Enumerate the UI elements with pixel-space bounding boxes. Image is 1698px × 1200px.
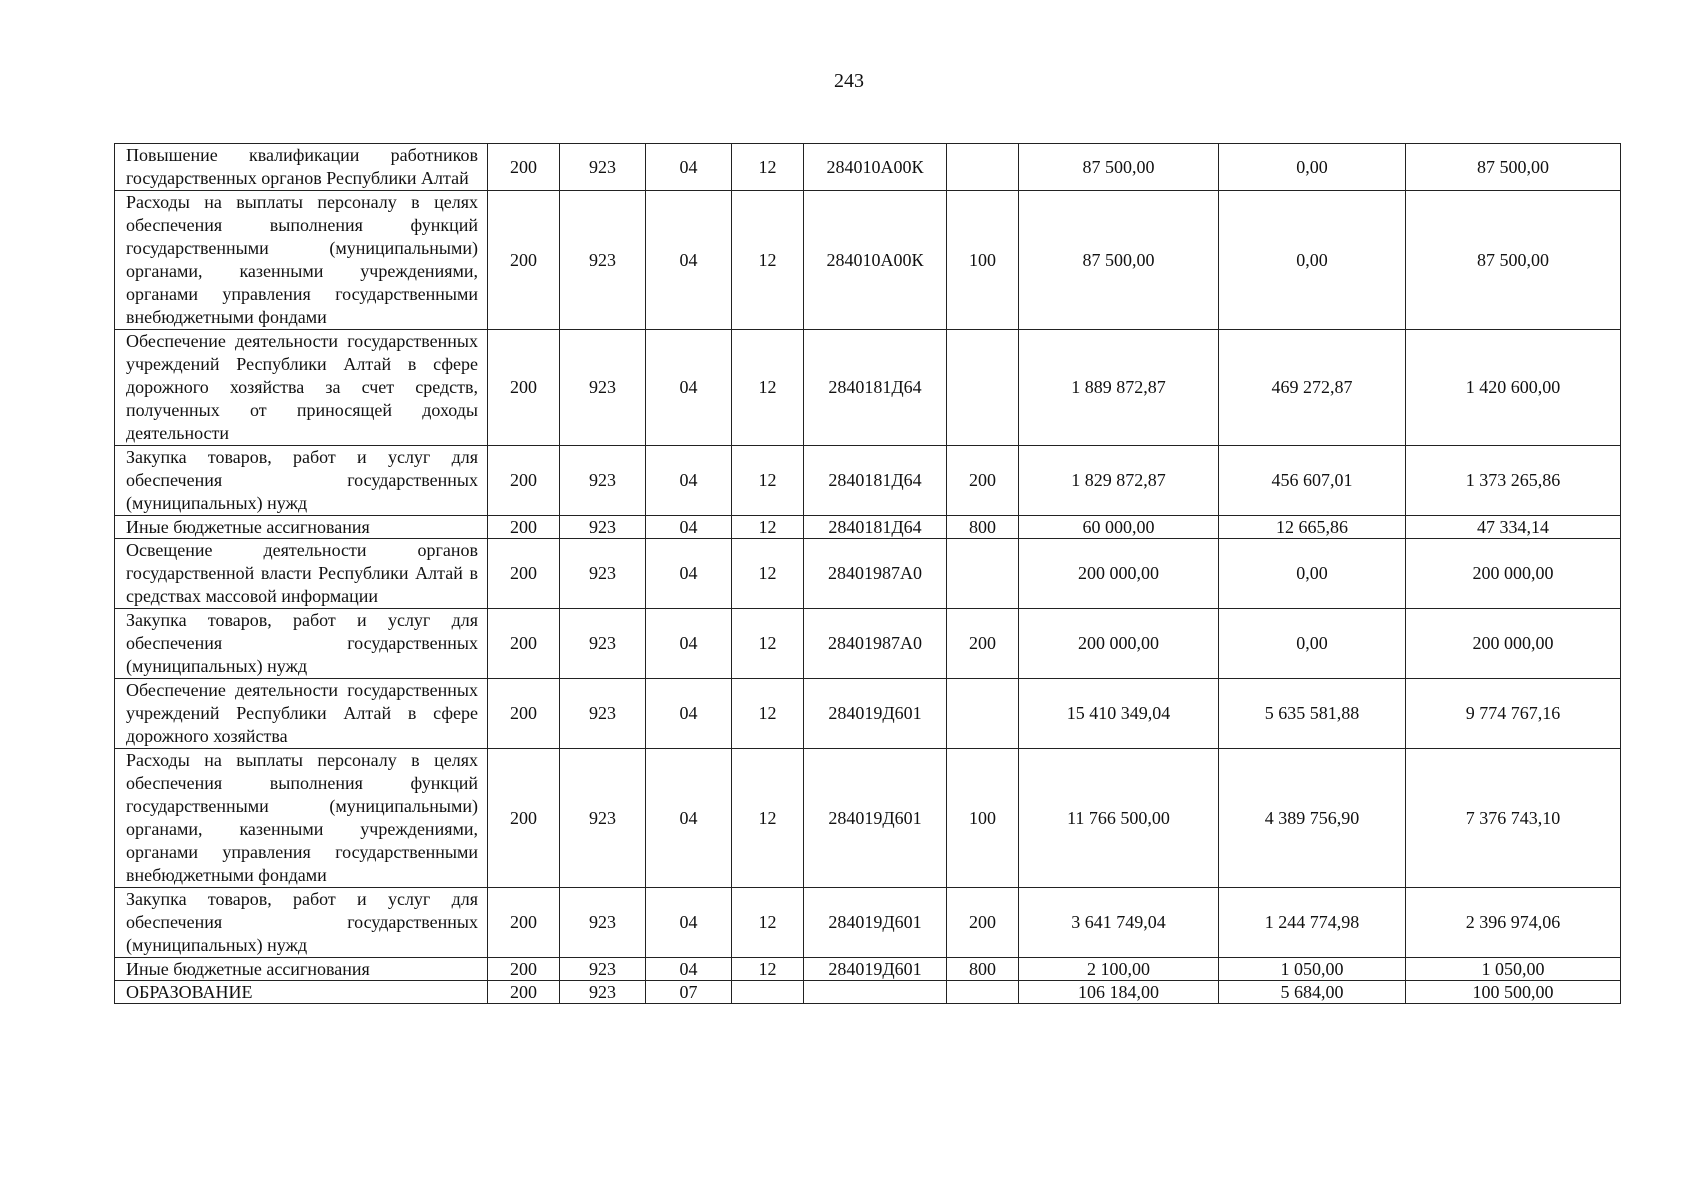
- cell-code-5: [804, 981, 947, 1004]
- cell-code-3: 04: [646, 679, 732, 749]
- page-number: 243: [834, 70, 864, 92]
- row-name: Освещение деятельности органов государственной власти Республики Алтай в средствах массовой информации: [115, 539, 488, 609]
- cell-code-1: 200: [488, 446, 560, 516]
- cell-code-3: 07: [646, 981, 732, 1004]
- cell-value-2: 469 272,87: [1219, 330, 1406, 446]
- cell-code-1: 200: [488, 144, 560, 191]
- cell-code-2: 923: [560, 330, 646, 446]
- cell-value-3: 87 500,00: [1406, 144, 1621, 191]
- table-row: [115, 539, 1621, 609]
- cell-code-6: [947, 679, 1019, 749]
- cell-code-4: 12: [732, 516, 804, 539]
- cell-code-6: [947, 330, 1019, 446]
- cell-code-2: 923: [560, 958, 646, 981]
- cell-value-1: 87 500,00: [1019, 191, 1219, 330]
- cell-code-3: 04: [646, 749, 732, 888]
- cell-value-2: 0,00: [1219, 539, 1406, 609]
- row-name: Обеспечение деятельности государственных учреждений Республики Алтай в сфере дорожного хозяйства: [115, 679, 488, 749]
- cell-code-1: 200: [488, 539, 560, 609]
- table-row: [115, 191, 1621, 330]
- cell-code-5: 28401987А0: [804, 609, 947, 679]
- cell-code-6: 200: [947, 888, 1019, 958]
- table-row: [115, 330, 1621, 446]
- cell-value-3: 1 050,00: [1406, 958, 1621, 981]
- cell-code-6: 200: [947, 609, 1019, 679]
- cell-value-2: 4 389 756,90: [1219, 749, 1406, 888]
- cell-code-5: 284019Д601: [804, 749, 947, 888]
- row-name: Закупка товаров, работ и услуг для обеспечения государственных (муниципальных) нужд: [115, 888, 488, 958]
- cell-code-5: 284019Д601: [804, 888, 947, 958]
- cell-code-5: 284019Д601: [804, 679, 947, 749]
- table-row: [115, 609, 1621, 679]
- row-name: Закупка товаров, работ и услуг для обеспечения государственных (муниципальных) нужд: [115, 609, 488, 679]
- cell-code-3: 04: [646, 191, 732, 330]
- cell-code-1: 200: [488, 679, 560, 749]
- cell-value-3: 100 500,00: [1406, 981, 1621, 1004]
- cell-value-2: 1 050,00: [1219, 958, 1406, 981]
- cell-code-2: 923: [560, 191, 646, 330]
- cell-code-4: 12: [732, 888, 804, 958]
- cell-value-3: 1 420 600,00: [1406, 330, 1621, 446]
- row-name: Повышение квалификации работников государственных органов Республики Алтай: [115, 144, 488, 191]
- cell-code-1: 200: [488, 888, 560, 958]
- table-row: [115, 888, 1621, 958]
- row-name: Расходы на выплаты персоналу в целях обеспечения выполнения функций государственными (муниципальными) органами, казенными учреждениями, органами управления государственными внебюджетными фондами: [115, 749, 488, 888]
- cell-code-6: 800: [947, 958, 1019, 981]
- cell-value-3: 7 376 743,10: [1406, 749, 1621, 888]
- cell-value-3: 200 000,00: [1406, 609, 1621, 679]
- cell-code-6: 800: [947, 516, 1019, 539]
- table-row: [115, 749, 1621, 888]
- row-name: Расходы на выплаты персоналу в целях обеспечения выполнения функций государственными (муниципальными) органами, казенными учреждениями, органами управления государственными внебюджетными фондами: [115, 191, 488, 330]
- cell-code-2: 923: [560, 609, 646, 679]
- cell-value-3: 200 000,00: [1406, 539, 1621, 609]
- cell-code-6: [947, 144, 1019, 191]
- cell-value-2: 0,00: [1219, 609, 1406, 679]
- cell-code-2: 923: [560, 144, 646, 191]
- cell-code-2: 923: [560, 679, 646, 749]
- cell-code-6: [947, 981, 1019, 1004]
- cell-code-3: 04: [646, 330, 732, 446]
- cell-code-5: 284010А00К: [804, 144, 947, 191]
- cell-code-1: 200: [488, 191, 560, 330]
- cell-value-1: 2 100,00: [1019, 958, 1219, 981]
- cell-code-4: 12: [732, 446, 804, 516]
- cell-value-3: 87 500,00: [1406, 191, 1621, 330]
- cell-code-1: 200: [488, 749, 560, 888]
- table-row: [115, 981, 1621, 1004]
- cell-value-1: 15 410 349,04: [1019, 679, 1219, 749]
- cell-code-2: 923: [560, 888, 646, 958]
- cell-code-4: 12: [732, 330, 804, 446]
- cell-code-3: 04: [646, 144, 732, 191]
- cell-code-6: [947, 539, 1019, 609]
- cell-code-4: 12: [732, 679, 804, 749]
- cell-value-1: 60 000,00: [1019, 516, 1219, 539]
- cell-code-1: 200: [488, 516, 560, 539]
- table-row: [115, 958, 1621, 981]
- cell-value-1: 1 829 872,87: [1019, 446, 1219, 516]
- cell-code-1: 200: [488, 981, 560, 1004]
- cell-value-2: 12 665,86: [1219, 516, 1406, 539]
- cell-code-3: 04: [646, 609, 732, 679]
- cell-value-2: 456 607,01: [1219, 446, 1406, 516]
- row-name: ОБРАЗОВАНИЕ: [115, 981, 488, 1004]
- cell-code-4: 12: [732, 958, 804, 981]
- cell-code-2: 923: [560, 539, 646, 609]
- cell-code-4: 12: [732, 539, 804, 609]
- cell-value-3: 47 334,14: [1406, 516, 1621, 539]
- row-name: Обеспечение деятельности государственных учреждений Республики Алтай в сфере дорожного хозяйства за счет средств, полученных от приносящей доходы деятельности: [115, 330, 488, 446]
- cell-code-4: 12: [732, 191, 804, 330]
- cell-value-1: 11 766 500,00: [1019, 749, 1219, 888]
- cell-code-3: 04: [646, 446, 732, 516]
- cell-code-3: 04: [646, 958, 732, 981]
- cell-value-3: 1 373 265,86: [1406, 446, 1621, 516]
- cell-code-2: 923: [560, 981, 646, 1004]
- cell-value-2: 0,00: [1219, 144, 1406, 191]
- row-name: Иные бюджетные ассигнования: [115, 516, 488, 539]
- cell-value-1: 200 000,00: [1019, 609, 1219, 679]
- cell-code-5: 2840181Д64: [804, 516, 947, 539]
- cell-value-1: 87 500,00: [1019, 144, 1219, 191]
- row-name: Иные бюджетные ассигнования: [115, 958, 488, 981]
- table-row: [115, 679, 1621, 749]
- cell-code-3: 04: [646, 539, 732, 609]
- row-name: Закупка товаров, работ и услуг для обеспечения государственных (муниципальных) нужд: [115, 446, 488, 516]
- cell-code-2: 923: [560, 516, 646, 539]
- cell-value-1: 3 641 749,04: [1019, 888, 1219, 958]
- cell-code-5: 2840181Д64: [804, 330, 947, 446]
- cell-value-3: 2 396 974,06: [1406, 888, 1621, 958]
- cell-code-6: 200: [947, 446, 1019, 516]
- cell-code-6: 100: [947, 749, 1019, 888]
- cell-value-2: 1 244 774,98: [1219, 888, 1406, 958]
- cell-value-2: 5 635 581,88: [1219, 679, 1406, 749]
- cell-code-2: 923: [560, 446, 646, 516]
- cell-value-1: 106 184,00: [1019, 981, 1219, 1004]
- cell-value-1: 200 000,00: [1019, 539, 1219, 609]
- cell-code-5: 28401987А0: [804, 539, 947, 609]
- table-row: [115, 516, 1621, 539]
- cell-code-5: 284019Д601: [804, 958, 947, 981]
- cell-code-4: 12: [732, 749, 804, 888]
- cell-code-4: [732, 981, 804, 1004]
- cell-value-2: 0,00: [1219, 191, 1406, 330]
- cell-code-1: 200: [488, 330, 560, 446]
- cell-code-3: 04: [646, 888, 732, 958]
- cell-value-3: 9 774 767,16: [1406, 679, 1621, 749]
- cell-code-2: 923: [560, 749, 646, 888]
- cell-code-5: 284010А00К: [804, 191, 947, 330]
- budget-table: [114, 143, 1621, 1004]
- cell-code-4: 12: [732, 609, 804, 679]
- cell-value-2: 5 684,00: [1219, 981, 1406, 1004]
- cell-code-1: 200: [488, 609, 560, 679]
- table-row: [115, 144, 1621, 191]
- cell-value-1: 1 889 872,87: [1019, 330, 1219, 446]
- cell-code-4: 12: [732, 144, 804, 191]
- cell-code-3: 04: [646, 516, 732, 539]
- cell-code-1: 200: [488, 958, 560, 981]
- table-row: [115, 446, 1621, 516]
- cell-code-6: 100: [947, 191, 1019, 330]
- cell-code-5: 2840181Д64: [804, 446, 947, 516]
